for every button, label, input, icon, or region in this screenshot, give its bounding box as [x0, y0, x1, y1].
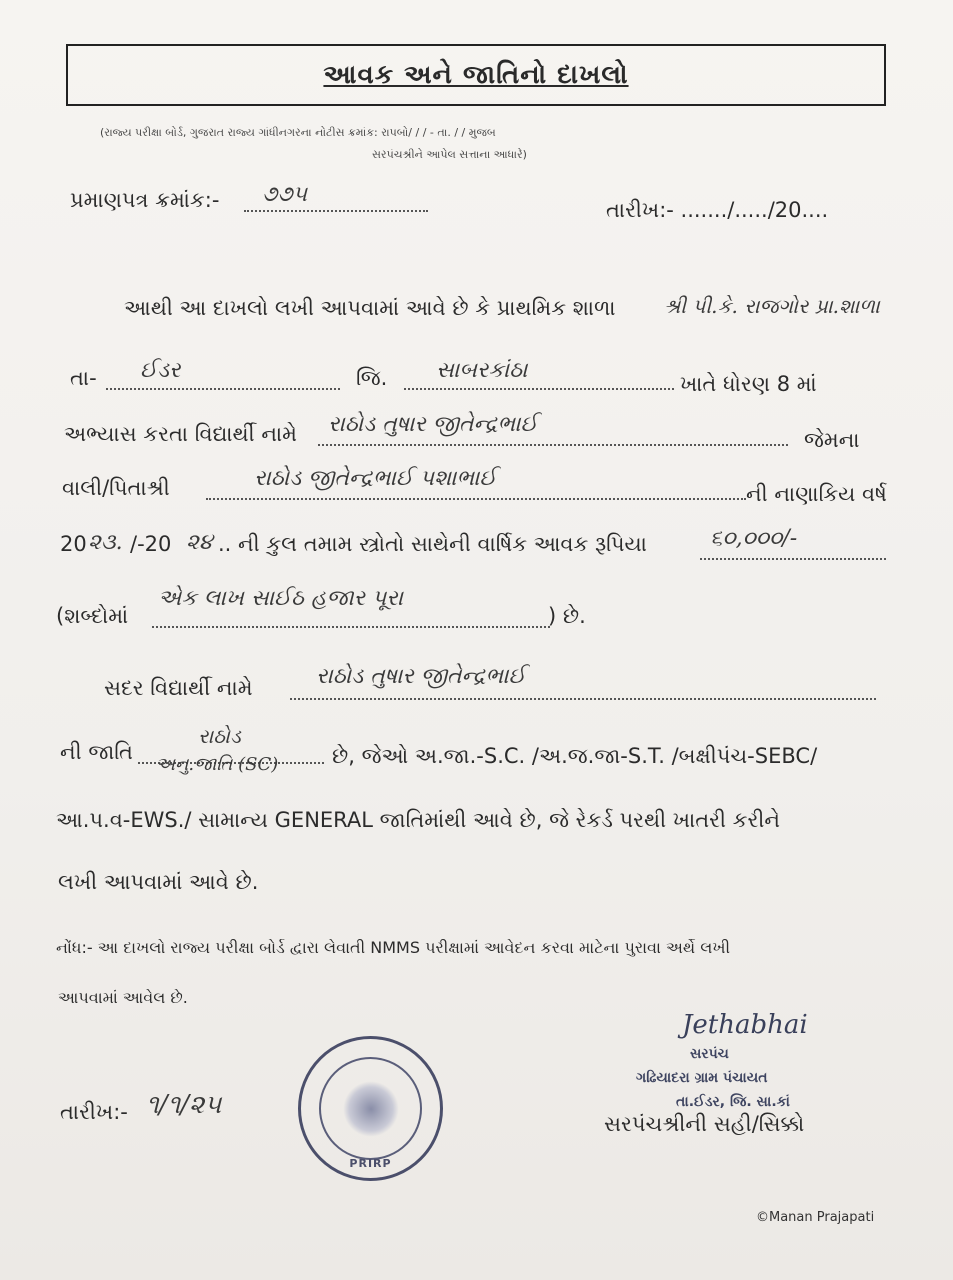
year-to-prefix: /-20 [130, 532, 172, 556]
footer-date-value: ૧/૧/૨૫ [146, 1090, 222, 1120]
note-line-1: નોંધ:- આ દાખલો રાજ્ય પરીક્ષા બોર્ડ દ્વારા લેવાતી NMMS પરીક્ષામાં આવેદન કરવા માટેના પુરાવા અર્થે લખી [56, 938, 731, 957]
guardian-line [206, 498, 746, 500]
category-line-2: આ.પ.વ-EWS./ સામાન્ય GENERAL જાતિમાંથી આવે છે, જે રેકર્ડ પરથી ખાતરી કરીને [56, 808, 781, 832]
sadar-line [290, 698, 876, 700]
student-line [318, 444, 788, 446]
sadar-label: સદર વિદ્યાર્થી નામે [104, 676, 253, 700]
document-title: આવક અને જાતિનો દાખલો [323, 59, 629, 90]
district-value: સાબરકાંઠા [436, 358, 528, 383]
jemna-text: જેમના [804, 428, 860, 452]
official-stamp [298, 1036, 443, 1181]
district-label: જિ. [356, 366, 388, 390]
taluka-line [106, 388, 340, 390]
stamp-text: PRIRP [349, 1157, 392, 1170]
student-label: અભ્યાસ કરતા વિદ્યાર્થી નામે [64, 422, 297, 446]
certificate-number-line [244, 210, 428, 212]
taluka-label: તા- [70, 366, 97, 390]
emblem-icon [343, 1081, 399, 1137]
standard-text: ખાતે ધોરણ 8 માં [680, 372, 817, 396]
fiscal-label: ની નાણાકિય વર્ષ [746, 482, 887, 506]
certificate-number-label: પ્રમાણપત્ર ક્રમાંક:- [70, 188, 220, 212]
sarpanch-signature: Jethabhai [682, 1010, 808, 1040]
words-end: ) છે. [548, 604, 586, 628]
sadar-name: રાઠોડ તુષાર જીતેન્દ્રભાઈ [316, 664, 526, 689]
school-name: શ્રી પી.કે. રાજગોર પ્રા.શાળા [664, 294, 880, 318]
year-to-value: ૨૪ [186, 530, 213, 555]
year-from-value: ૨૩. [88, 530, 123, 555]
sarpanch-label: સરપંચશ્રીની સહી/સિક્કો [604, 1112, 805, 1136]
seal-address: તા.ઈડર, જિ. સા.કાં [676, 1094, 790, 1110]
taluka-value: ઈડર [140, 358, 181, 383]
certificate-number-value: ૭૭૫ [262, 182, 308, 207]
certificate-date: તારીખ:- ......./...../20.... [606, 198, 829, 222]
caste-value: રાઠોડ [198, 724, 241, 748]
district-line [404, 388, 674, 390]
title-box [66, 44, 886, 106]
guardian-name: રાઠોડ જીતેન્દ્રભાઈ પશાભાઈ [254, 466, 497, 491]
caste-category-value: અનુ.જાતિ (SC) [156, 754, 279, 775]
words-label: (શબ્દોમાં [56, 604, 129, 628]
guardian-label: વાલી/પિતાશ્રી [62, 476, 170, 500]
year-from-prefix: 20 [60, 532, 87, 556]
income-value: ૬૦,૦૦૦/- [710, 526, 798, 551]
seal-title: સરપંચ [690, 1046, 729, 1062]
student-name: રાઠોડ તુષાર જીતેન્દ્રભાઈ [328, 412, 538, 437]
closing-text: લખી આપવામાં આવે છે. [58, 870, 259, 894]
credit-text: ©Manan Prajapati [756, 1210, 875, 1225]
seal-panchayat: ગઢિયાદરા ગ્રામ પંચાયત [636, 1070, 768, 1086]
intro-text: આથી આ દાખલો લખી આપવામાં આવે છે કે પ્રાથમિક શાળા [124, 296, 616, 320]
stamp-inner-ring [319, 1057, 422, 1160]
footer-date-label: તારીખ:- [60, 1100, 128, 1124]
reference-line: (રાજ્ય પરીક્ષા બોર્ડ, ગુજરાત રાજ્ય ગાંધીનગરના નોટીસ ક્રમાંક: રાપબો/ / / - તા. / / મુજબ [100, 126, 496, 139]
words-line [152, 626, 550, 628]
category-line: છે, જેઓ અ.જા.-S.C. /અ.જ.જા-S.T. /બક્ષીપંચ-SEBC/ [332, 744, 818, 768]
income-text: .. ની કુલ તમામ સ્ત્રોતો સાથેની વાર્ષિક આવક રૂપિયા [218, 532, 647, 556]
words-value: એક લાખ સાઈઠ હજાર પૂરા [158, 586, 404, 611]
caste-label: ની જાતિ [60, 740, 133, 764]
note-line-2: આપવામાં આવેલ છે. [58, 988, 188, 1007]
reference-line-2: સરપંચશ્રીને આપેલ સત્તાના આધારે) [372, 148, 527, 161]
income-line [700, 558, 886, 560]
